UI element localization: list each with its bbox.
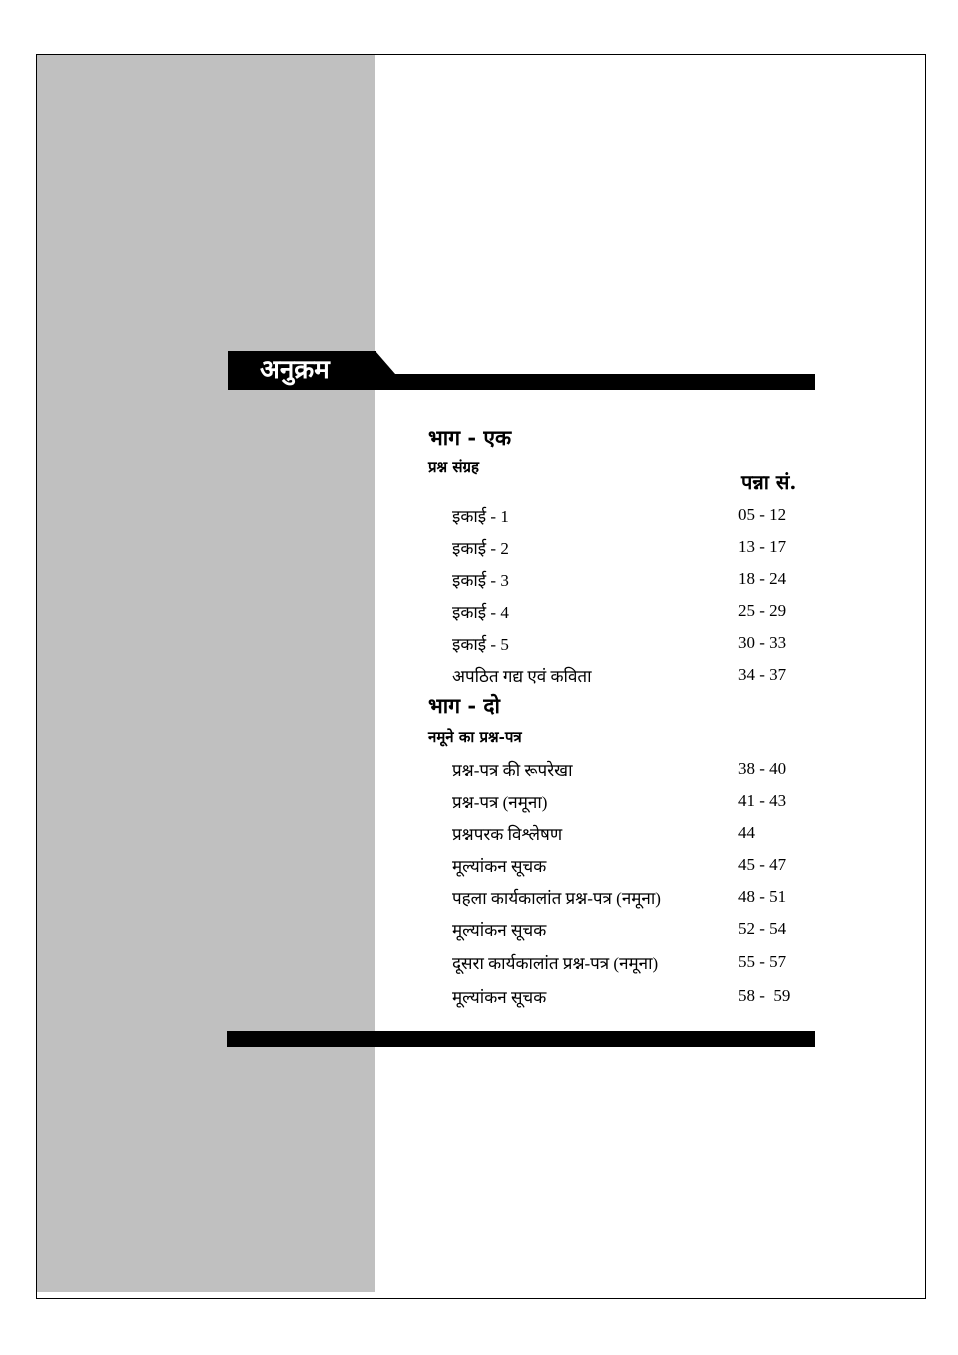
part-one-subtitle: प्रश्न संग्रह bbox=[428, 458, 479, 476]
toc-entry-pages: 48 - 51 bbox=[738, 887, 787, 906]
contents-heading: अनुक्रम bbox=[228, 351, 376, 390]
part-two-subtitle: नमूने का प्रश्न-पत्र bbox=[428, 728, 522, 746]
toc-entry-pages: 58 - 59 bbox=[738, 986, 791, 1005]
toc-entry-label: मूल्यांकन सूचक bbox=[452, 988, 547, 1007]
toc-entry-label: इकाई - 1 bbox=[452, 507, 509, 526]
toc-entry-pages: 55 - 57 bbox=[738, 952, 787, 971]
toc-entry-label: मूल्यांकन सूचक bbox=[452, 921, 547, 940]
toc-entry-label: पहला कार्यकालांत प्रश्न-पत्र (नमूना) bbox=[452, 889, 661, 908]
toc-entry-pages: 18 - 24 bbox=[738, 569, 787, 588]
part-one-title: भाग - एक bbox=[428, 425, 512, 450]
toc-entry-pages: 13 - 17 bbox=[738, 537, 787, 556]
toc-entry-pages: 05 - 12 bbox=[738, 505, 787, 524]
toc-entry-pages: 25 - 29 bbox=[738, 601, 787, 620]
top-divider-bar bbox=[375, 374, 815, 390]
toc-entry-label: इकाई - 3 bbox=[452, 571, 509, 590]
toc-entry-pages: 44 bbox=[738, 823, 755, 842]
toc-entry-pages: 41 - 43 bbox=[738, 791, 787, 810]
page-number-column-header: पन्ना सं. bbox=[741, 470, 797, 494]
toc-entry-pages: 38 - 40 bbox=[738, 759, 787, 778]
toc-entry-label: इकाई - 5 bbox=[452, 635, 509, 654]
bottom-divider-bar bbox=[227, 1031, 815, 1047]
toc-entry-label: इकाई - 4 bbox=[452, 603, 509, 622]
toc-entry-label: प्रश्न-पत्र की रूपरेखा bbox=[452, 761, 573, 780]
toc-entry-label: प्रश्न-पत्र (नमूना) bbox=[452, 793, 548, 812]
toc-entry-pages: 30 - 33 bbox=[738, 633, 787, 652]
toc-entry-label: प्रश्नपरक विश्लेषण bbox=[452, 825, 563, 844]
toc-entry-label: अपठित गद्य एवं कविता bbox=[452, 667, 592, 686]
heading-tab-slant bbox=[375, 351, 395, 374]
toc-entry-pages: 45 - 47 bbox=[738, 855, 787, 874]
toc-entry-label: मूल्यांकन सूचक bbox=[452, 857, 547, 876]
toc-entry-label: इकाई - 2 bbox=[452, 539, 509, 558]
part-two-title: भाग - दो bbox=[428, 693, 500, 718]
toc-entry-label: दूसरा कार्यकालांत प्रश्न-पत्र (नमूना) bbox=[452, 954, 659, 973]
toc-entry-pages: 52 - 54 bbox=[738, 919, 787, 938]
toc-entry-pages: 34 - 37 bbox=[738, 665, 787, 684]
